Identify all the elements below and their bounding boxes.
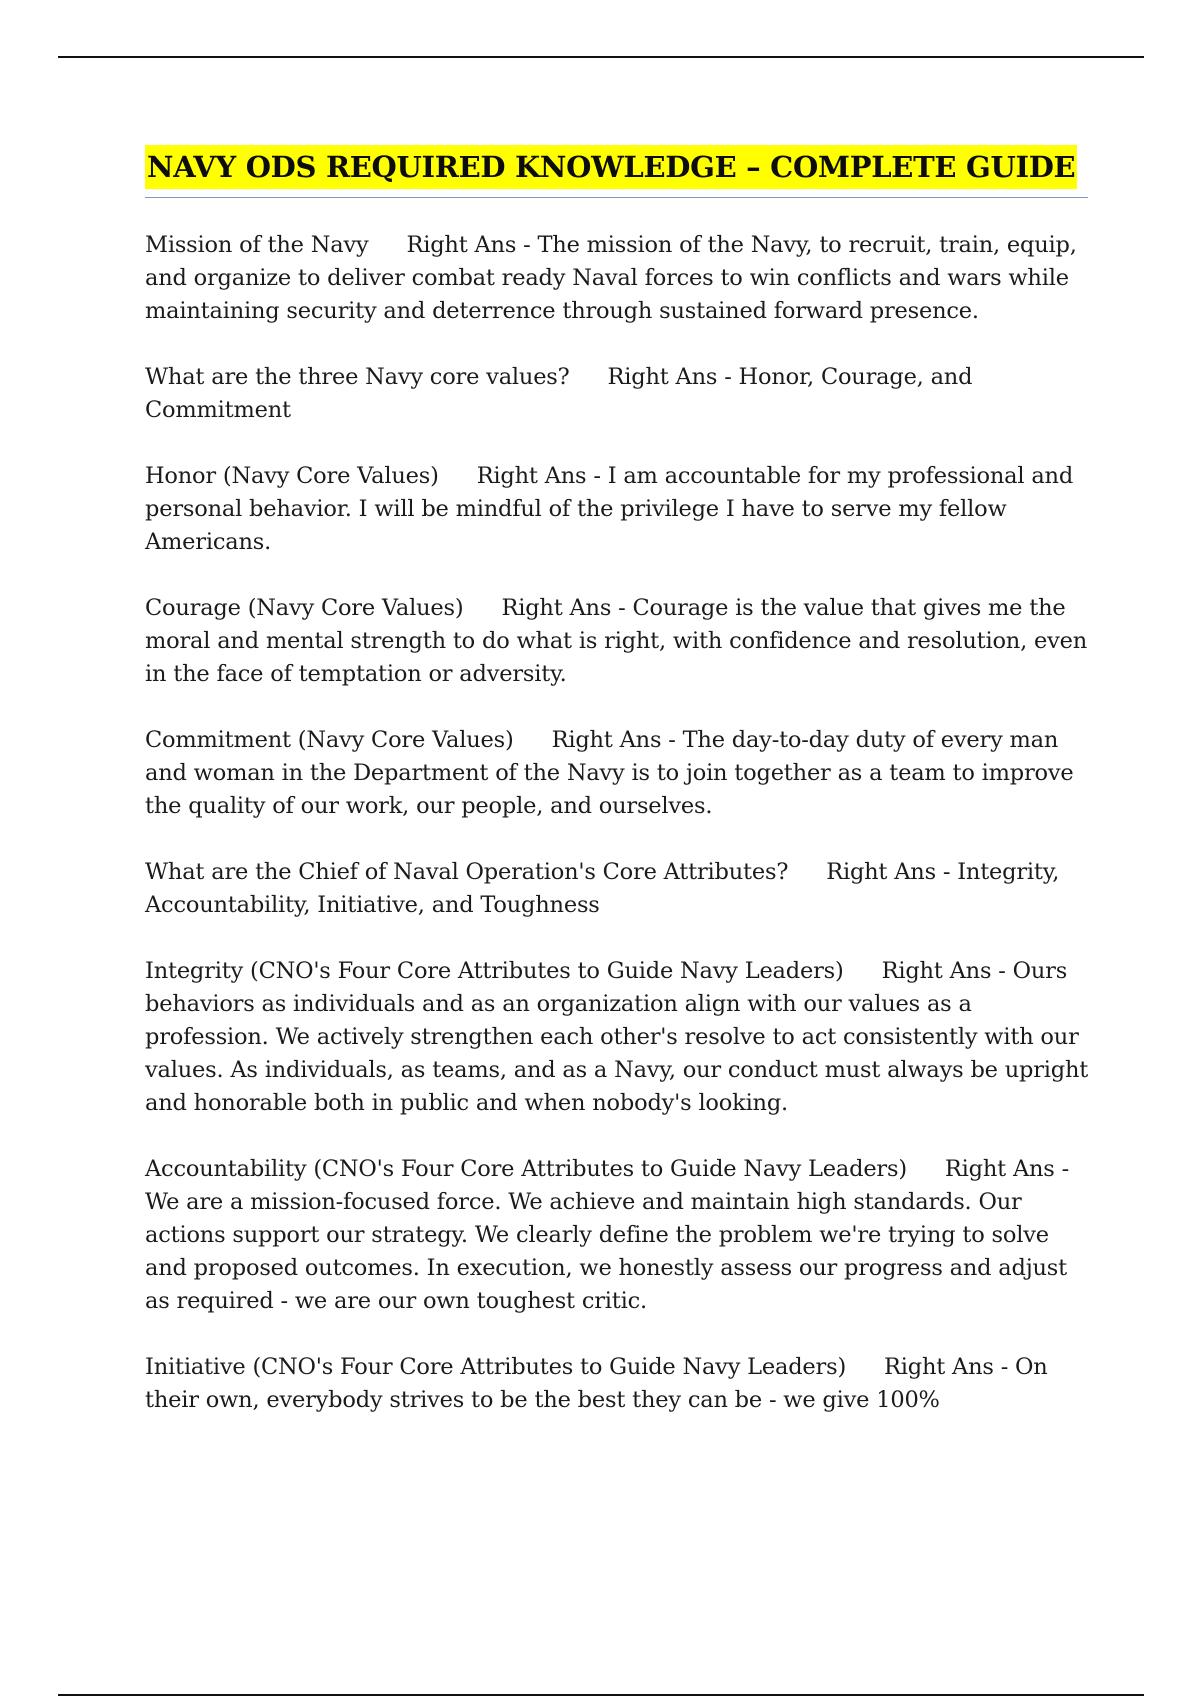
question-text: Accountability (CNO's Four Core Attributes to Guide Navy Leaders) — [145, 1156, 907, 1182]
qa-entry — [145, 592, 1095, 691]
question-text: What are the Chief of Naval Operation's Core Attributes? — [145, 859, 789, 885]
question-text: Commitment (Navy Core Values) — [145, 727, 514, 753]
question-text: Integrity (CNO's Four Core Attributes to Guide Navy Leaders) — [145, 958, 844, 984]
answer-text: Right Ans - Courage is the value that gives me the moral and mental strength to do what is right, with confidence and resolution, even in the face of temptation or adversity. — [145, 595, 1088, 687]
answer-text: Right Ans - The mission of the Navy, to recruit, train, equip, and organize to deliver combat ready Naval forces to win conflicts and wars while maintaining security and deterrence through sustained forward presence. — [145, 232, 1077, 324]
answer-text: Right Ans - On their own, everybody strives to be the best they can be - we give 100% — [145, 1354, 1048, 1413]
qa-entry — [145, 724, 1095, 823]
answer-text: Right Ans - The day-to-day duty of every man and woman in the Department of the Navy is to join together as a team to improve the quality of our work, our people, and ourselves. — [145, 727, 1074, 819]
qa-entry — [145, 856, 1095, 922]
header-rule — [58, 56, 1144, 58]
qa-entry — [145, 460, 1095, 559]
question-text: What are the three Navy core values? — [145, 364, 570, 390]
footer-rule — [58, 1694, 1144, 1696]
qa-entry — [145, 361, 1095, 427]
answer-text: Right Ans - Ours behaviors as individuals and as an organization align with our values as a profession. We actively strengthen each other's resolve to act consistently with our values. As individuals, as teams, and as a Navy, our conduct must always be upright and honorable both in public and when nobody's looking. — [145, 958, 1089, 1116]
question-text: Honor (Navy Core Values) — [145, 463, 439, 489]
qa-entry — [145, 1351, 1095, 1417]
title-block — [145, 145, 1088, 198]
answer-text: Right Ans - We are a mission-focused force. We achieve and maintain high standards. Our actions support our strategy. We clearly define the problem we're trying to solve and proposed outcomes. In execution, we honestly assess our progress and adjust as required - we are our own toughest critic. — [145, 1156, 1069, 1314]
qa-entry — [145, 229, 1095, 328]
question-text: Initiative (CNO's Four Core Attributes to Guide Navy Leaders) — [145, 1354, 847, 1380]
answer-text: Right Ans - Integrity, Accountability, Initiative, and Toughness — [145, 859, 1060, 918]
answer-text: Right Ans - I am accountable for my professional and personal behavior. I will be mindful of the privilege I have to serve my fellow Americans. — [145, 463, 1074, 555]
page-title: NAVY ODS REQUIRED KNOWLEDGE – COMPLETE GUIDE — [145, 145, 1077, 189]
qa-entry — [145, 1153, 1095, 1318]
qa-entry — [145, 955, 1095, 1120]
question-text: Courage (Navy Core Values) — [145, 595, 464, 621]
question-text: Mission of the Navy — [145, 232, 369, 258]
qa-list — [145, 229, 1095, 1450]
answer-text: Right Ans - Honor, Courage, and Commitment — [145, 364, 973, 423]
